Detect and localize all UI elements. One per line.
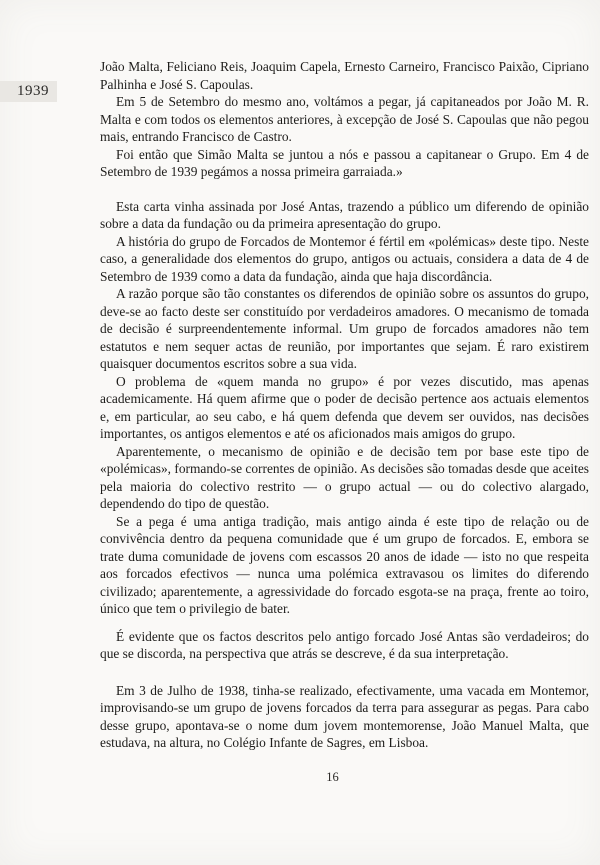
paragraph-aparentemente: Aparentemente, o mecanismo de opinião e de decisão tem por base este tipo de «polémicas», formando-se correntes de opinião. As decisões são tomadas desde que aceites pela maioria do colectivo restrito — o grupo actual — ou do colectivo alargado, dependendo do tipo de questão. — [100, 443, 589, 511]
paragraph-evidente: É evidente que os factos descritos pelo antigo forcado José Antas são verdadeiros; do que se discorda, na perspectiva que atrás se descreve, é da sua interpretação. — [100, 628, 589, 661]
paragraph-historia: A história do grupo de Forcados de Montemor é fértil em «polémicas» deste tipo. Neste caso, a generalidade dos elementos do grupo, antigos ou actuais, considera a data de 4 de Setembro de 1939 como a data da fundação, ainda que haja discordância. — [100, 233, 589, 284]
paragraph-quote-names: João Malta, Feliciano Reis, Joaquim Capela, Ernesto Carneiro, Francisco Paixão, Cipriano Palhinha e José S. Capoulas. — [100, 59, 589, 92]
paragraph-problema: O problema de «quem manda no grupo» é por vezes discutido, mas apenas academicamente. Há quem afirme que o poder de decisão pertence aos actuais elementos e, em particular, ao seu cabo, e há quem defenda que devem ser ouvidos, nas decisões importantes, os antigos elementos e até os aficionados mais amigos do grupo. — [100, 373, 589, 441]
page-number: 16 — [326, 770, 339, 784]
paragraph-razao: A razão porque são tão constantes os diferendos de opinião sobre os assuntos do grupo, deve-se ao facto deste ser constituído por verdadeiros amadores. O mecanismo de tomada de decisão é surpreendentemente informal. Um grupo de forcados amadores não tem estatutos e nem sequer actas de reunião, por importantes que sejam. É raro existirem quaisquer documentos escritos sobre a sua vida. — [100, 286, 589, 371]
paragraph-carta: Esta carta vinha assinada por José Antas, trazendo a público um diferendo de opinião sobre a data da fundação ou da primeira apresentação do grupo. — [100, 198, 589, 231]
paragraph-pega-tradicao: Se a pega é uma antiga tradição, mais antigo ainda é este tipo de relação ou de convivência dentro da pequena comunidade que é um grupo de forcados. E, embora se trate duma comunidade de jovens com escassos 20 anos de idade — isto no que respeita aos forcados efectivos — nunca uma polémica extravasou os limites do diferendo civilizado; aparentemente, a agressividade do forcado esgota-se na praça, frente ao toiro, único que tem o privilegio de bater. — [100, 513, 589, 616]
page-text — [100, 58, 589, 752]
paragraph-quote-setembro: Em 5 de Setembro do mesmo ano, voltámos a pegar, já capitaneados por João M. R. Malta e com todos os elementos anteriores, à excepção de José S. Capoulas que não pegou mais, entrando Francisco de Castro. — [100, 94, 589, 144]
paragraph-julho-1938: Em 3 de Julho de 1938, tinha-se realizado, efectivamente, uma vacada em Montemor, improvisando-se um grupo de jovens forcados da terra para assegurar as pegas. Para cabo desse grupo, apontava-se o nome dum jovem montemorense, João Manuel Malta, que estudava, na altura, no Colégio Infante de Sagres, em Lisboa. — [100, 682, 589, 750]
margin-year-label: 1939 — [0, 81, 57, 102]
paragraph-quote-simao: Foi então que Simão Malta se juntou a nós e passou a capitanear o Grupo. Em 4 de Setembro de 1939 pegámos a nossa primeira garraiada.» — [100, 146, 589, 179]
